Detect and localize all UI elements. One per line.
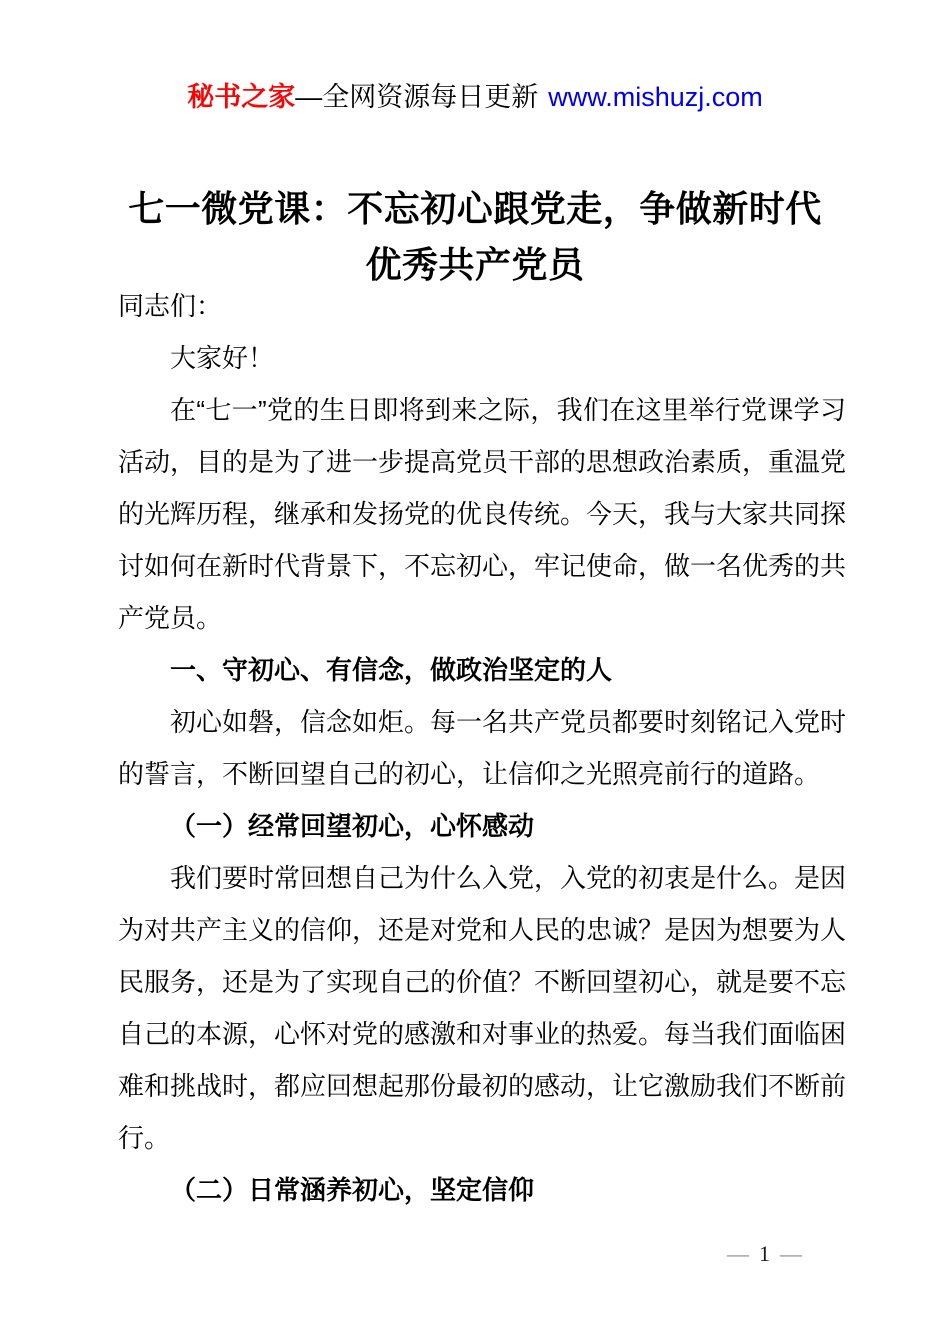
subsection-heading-1-1: （一）经常回望初心，心怀感动 (170, 811, 535, 841)
page-number-right-dash: — (780, 1241, 802, 1266)
section-1-paragraph: 初心如磐，信念如炬。每一名共产党员都要时刻铭记入党时的誓言，不断回望自己的初心，让信仰之光照亮前行的道路。 (118, 707, 847, 789)
site-tagline-text: —全网资源每日更新 (295, 82, 539, 112)
greeting-paragraph: 大家好！ (170, 343, 275, 373)
document-body (118, 280, 846, 1216)
document-title-line-2: 优秀共产党员 (365, 244, 585, 285)
site-url-link[interactable]: www.mishuzj.com (548, 82, 763, 112)
site-brand-text: 秘书之家 (187, 82, 296, 112)
subsection-1-1-paragraph: 我们要时常回想自己为什么入党，入党的初衷是什么。是因为对共产主义的信仰，还是对党和人民的忠诚？是因为想要为人民服务，还是为了实现自己的价值？不断回望初心，就是要不忘自己的本源，心怀对党的感激和对事业的热爱。每当我们面临困难和挑战时，都应回想起那份最初的感动，让它激励我们不断前行。 (118, 863, 847, 1153)
page-number (727, 1242, 802, 1266)
salutation: 同志们： (118, 291, 223, 321)
site-header (0, 80, 950, 114)
intro-paragraph: 在“七一”党的生日即将到来之际，我们在这里举行党课学习活动，目的是为了进一步提高党员干部的思想政治素质，重温党的光辉历程，继承和发扬党的优良传统。今天，我与大家共同探讨如何在新时代背景下，不忘初心，牢记使命，做一名优秀的共产党员。 (118, 395, 847, 633)
document-title (111, 181, 839, 293)
section-heading-1: 一、守初心、有信念，做政治坚定的人 (170, 655, 613, 685)
document-title-line-1: 七一微党课：不忘初心跟党走，争做新时代 (128, 188, 822, 229)
subsection-heading-1-2: （二）日常涵养初心，坚定信仰 (170, 1175, 535, 1205)
page-number-left-dash: — (727, 1241, 749, 1266)
page-number-value: 1 (759, 1241, 770, 1266)
